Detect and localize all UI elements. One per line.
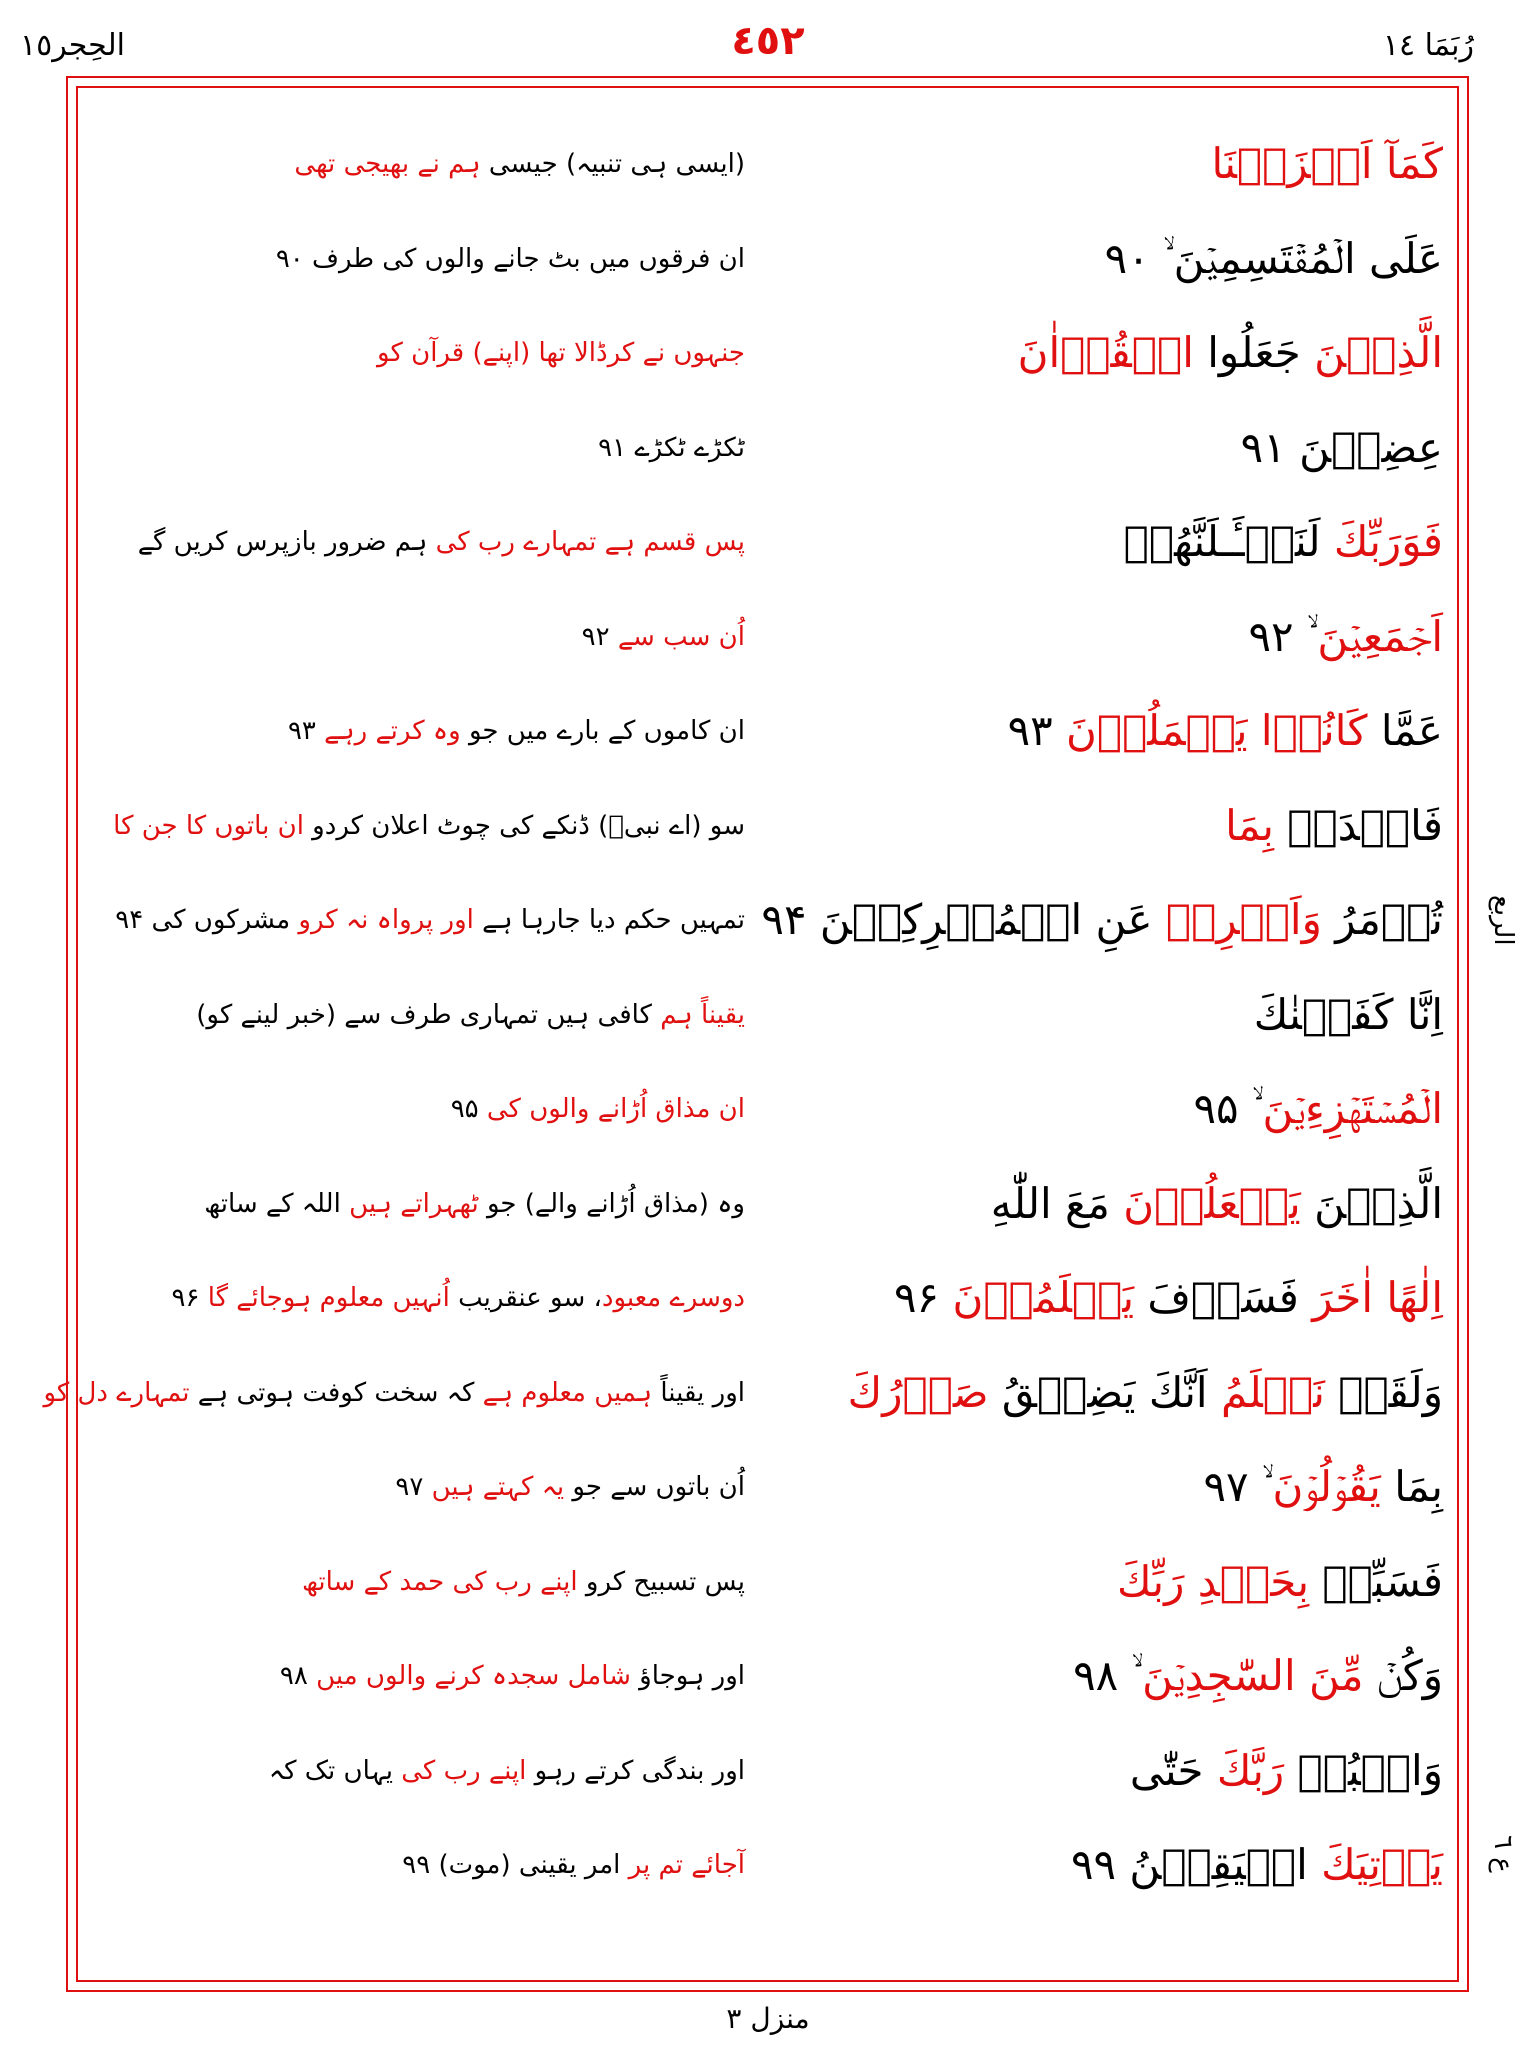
arabic-segment: جَعَلُوا — [1193, 328, 1315, 377]
arabic-segment: يَجۡعَلُوۡنَ — [1123, 1178, 1301, 1228]
urdu-segment: مشرکوں کی ۹۴ — [115, 905, 299, 935]
verse-row — [80, 1821, 1455, 1909]
verse-row — [80, 971, 1455, 1059]
verse-row — [80, 404, 1455, 492]
arabic-text — [761, 876, 1443, 964]
arabic-text — [783, 1160, 1443, 1248]
urdu-segment: ۹۵ — [450, 1094, 487, 1124]
arabic-segment: وَكُنۡ — [1363, 1651, 1443, 1700]
arabic-text — [783, 309, 1443, 397]
urdu-translation — [43, 1349, 745, 1437]
arabic-segment: الۡقُرۡاٰنَ — [1017, 328, 1194, 377]
urdu-segment: سو (اے نبیؐ) ڈنکے کی چوٹ اعلان کردو — [303, 810, 745, 841]
arabic-segment: ۙ ۹۲ — [1248, 611, 1318, 661]
surah-name-header: الحِجر١٥ — [20, 28, 125, 63]
urdu-segment: اُن سب سے — [617, 621, 745, 652]
urdu-segment: اور بندگی کرتے رہو — [526, 1755, 745, 1786]
urdu-translation — [90, 1821, 745, 1909]
arabic-segment: وَاَعۡرِضۡ — [1165, 895, 1322, 944]
verse-row — [80, 876, 1455, 964]
arabic-segment: الۡمُسۡتَهۡزِءِيۡنَ — [1262, 1084, 1443, 1133]
urdu-translation — [90, 404, 745, 492]
urdu-segment: ٹکڑے ٹکڑے ۹۱ — [598, 432, 745, 463]
arabic-segment: فَوَرَبِّكَ — [1333, 517, 1443, 566]
arabic-text — [783, 1821, 1443, 1909]
arabic-segment: فَاصۡدَعۡ — [1273, 800, 1443, 850]
arabic-segment: حَتّٰى — [1129, 1745, 1217, 1795]
urdu-segment: شامل سجدہ کرنے والوں میں — [316, 1661, 631, 1691]
urdu-segment: کافی ہیں تمہاری طرف سے (خبر لینے کو) — [196, 999, 661, 1030]
urdu-segment: ہم نے بھیجی تھی — [294, 149, 481, 179]
urdu-segment: ، سو عنقریب — [449, 1283, 602, 1313]
arabic-segment: اَجۡمَعِيۡنَ — [1317, 611, 1443, 661]
verse-row — [80, 215, 1455, 303]
urdu-translation — [90, 498, 745, 586]
verse-row — [80, 1254, 1455, 1342]
urdu-segment: اللہ کے ساتھ — [204, 1188, 350, 1219]
arabic-segment: نَعۡلَمُ — [1220, 1367, 1325, 1417]
arabic-text — [783, 782, 1443, 870]
arabic-segment: عِضِيۡنَ ۹۱ — [1240, 422, 1443, 472]
arabic-segment: الَّذِيۡنَ — [1314, 328, 1443, 377]
urdu-translation — [90, 1538, 745, 1626]
arabic-segment: ۹۶ — [893, 1273, 953, 1322]
urdu-translation — [90, 971, 745, 1059]
urdu-segment: اپنے رب کی — [401, 1755, 527, 1786]
urdu-translation — [90, 593, 745, 681]
urdu-translation — [90, 1727, 745, 1815]
urdu-segment: ان فرقوں میں بٹ جانے والوں کی طرف ۹۰ — [275, 243, 745, 274]
arabic-text — [783, 215, 1443, 303]
urdu-segment: ان مذاق اُڑانے والوں کی — [486, 1094, 745, 1124]
urdu-translation — [90, 215, 745, 303]
arabic-segment: ۙ ۹۷ — [1203, 1462, 1273, 1511]
urdu-segment: ۹۲ — [581, 621, 618, 652]
arabic-text — [783, 1632, 1443, 1720]
arabic-segment: يَاۡتِيَكَ — [1321, 1840, 1443, 1889]
page-number: ٤٥٢ — [731, 18, 805, 64]
urdu-segment: ۹۳ — [287, 716, 325, 746]
arabic-segment: يَقُوۡلُوۡنَ — [1272, 1462, 1381, 1511]
arabic-segment: اِنَّا كَفَيۡنٰكَ — [1253, 989, 1443, 1039]
verse-row — [80, 1632, 1455, 1720]
arabic-segment: وَلَقَدۡ — [1324, 1367, 1443, 1417]
urdu-segment: یہ کہتے ہیں — [431, 1472, 565, 1502]
arabic-segment: تُؤۡمَرُ — [1321, 895, 1443, 944]
verse-row — [80, 687, 1455, 775]
verse-row — [80, 593, 1455, 681]
urdu-segment: اور یقیناً — [652, 1377, 745, 1408]
urdu-translation — [90, 687, 745, 775]
urdu-translation — [90, 1254, 745, 1342]
urdu-segment: ان کاموں کے بارے میں جو — [460, 716, 745, 746]
urdu-segment: پس تسبیح کرو — [577, 1566, 745, 1597]
verse-row — [80, 498, 1455, 586]
urdu-segment: (ایسی ہی تنبیہ) جیسی — [480, 149, 745, 179]
urdu-translation — [90, 876, 745, 964]
verse-row — [80, 1727, 1455, 1815]
urdu-segment: ۹۷ — [395, 1472, 432, 1502]
arabic-text — [783, 687, 1443, 775]
arabic-segment: كَانُوۡا يَعۡمَلُوۡنَ — [1066, 706, 1368, 755]
arabic-segment: لَنَسۡـَٔـلَنَّهُمۡ — [1123, 517, 1334, 566]
urdu-segment: وہ کرتے رہے — [324, 716, 461, 746]
arabic-text — [783, 120, 1443, 208]
manzil-footer: منزل ٣ — [726, 2002, 810, 2035]
arabic-text — [783, 1349, 1443, 1437]
urdu-segment: یقیناً ہم — [660, 999, 745, 1030]
arabic-segment: عَنِ الۡمُشۡرِكِيۡنَ ۹۴ — [761, 895, 1166, 944]
arabic-segment: الۡيَقِيۡنُ ۹۹ — [1070, 1840, 1322, 1889]
arabic-segment: عَلَى الۡمُقۡتَسِمِيۡنَ ۙ ۹۰ — [1104, 233, 1443, 283]
verse-row — [80, 1443, 1455, 1531]
urdu-segment: امر یقینی (موت) ۹۹ — [402, 1850, 629, 1880]
urdu-segment: دوسرے معبود — [601, 1283, 745, 1313]
urdu-segment: جنہوں نے کرڈالا تھا (اپنے) قرآن کو — [377, 338, 745, 368]
urdu-translation — [90, 1443, 745, 1531]
urdu-segment: ۹۶ — [171, 1283, 208, 1313]
urdu-translation — [90, 1632, 745, 1720]
arabic-segment: اِلٰهًا اٰخَرَ — [1312, 1273, 1443, 1322]
verse-row — [80, 1160, 1455, 1248]
verse-row — [80, 782, 1455, 870]
arabic-segment: عَمَّا — [1367, 706, 1443, 755]
arabic-segment: الَّذِيۡنَ — [1300, 1178, 1443, 1228]
urdu-segment: اُن باتوں سے جو — [564, 1472, 745, 1502]
arabic-segment: رَبَّكَ — [1216, 1745, 1285, 1795]
verse-row — [80, 1538, 1455, 1626]
arabic-text — [783, 1727, 1443, 1815]
urdu-segment: اور پرواہ نہ کرو — [298, 905, 474, 935]
arabic-segment: ۙ ۹۵ — [1193, 1084, 1263, 1133]
arabic-text — [783, 1443, 1443, 1531]
urdu-segment: ٹھہراتے ہیں — [349, 1188, 479, 1219]
arabic-segment: ۙ ۹۸ — [1073, 1651, 1143, 1700]
urdu-segment: یہاں تک کہ — [268, 1755, 402, 1786]
arabic-text — [783, 404, 1443, 492]
urdu-translation — [90, 309, 745, 397]
urdu-segment: اُنہیں معلوم ہوجائے گا — [207, 1283, 450, 1313]
arabic-segment: بِمَا — [1380, 1462, 1443, 1511]
arabic-segment: فَسَبِّحۡ — [1309, 1556, 1443, 1606]
arabic-segment: مَعَ اللّٰهِ — [990, 1178, 1124, 1228]
urdu-translation — [90, 120, 745, 208]
verse-row — [80, 1065, 1455, 1153]
urdu-segment: اپنے رب کی حمد کے ساتھ — [301, 1566, 578, 1597]
urdu-translation — [90, 1065, 745, 1153]
urdu-segment: ۹۸ — [279, 1661, 317, 1691]
arabic-segment: يَعۡلَمُوۡنَ — [952, 1273, 1135, 1322]
urdu-translation — [90, 782, 745, 870]
arabic-text — [783, 1538, 1443, 1626]
arabic-segment: وَاعۡبُدۡ — [1284, 1745, 1443, 1795]
arabic-segment: صَدۡرُكَ — [847, 1367, 989, 1417]
arabic-segment: بِحَمۡدِ رَبِّكَ — [1117, 1556, 1310, 1606]
arabic-text — [783, 1254, 1443, 1342]
ruku-marker: ع ٦ — [1488, 1835, 1518, 1873]
urdu-segment: آجائے تم پر — [628, 1850, 745, 1880]
urdu-translation — [90, 1160, 745, 1248]
urdu-segment: تمہیں حکم دیا جارہا ہے — [473, 905, 745, 935]
arabic-segment: بِمَا — [1225, 800, 1274, 850]
arabic-segment: كَمَآ اَنۡزَلۡنَا — [1211, 139, 1443, 188]
verse-row — [43, 1349, 1455, 1437]
arabic-text — [783, 593, 1443, 681]
verse-row — [80, 120, 1455, 208]
verse-row — [80, 309, 1455, 397]
urdu-segment: کہ سخت کوفت ہوتی ہے — [189, 1377, 483, 1408]
urdu-segment: وہ (مذاق اُڑانے والے) جو — [478, 1188, 745, 1219]
urdu-segment: تمہارے دل کو — [43, 1377, 190, 1408]
arabic-segment: اَنَّكَ يَضِيۡقُ — [988, 1367, 1221, 1417]
urdu-segment: ہمیں معلوم ہے — [482, 1377, 653, 1408]
urdu-segment: پس قسم ہے تمہارے رب کی — [435, 527, 745, 557]
urdu-segment: اور ہوجاؤ — [630, 1661, 745, 1691]
arabic-text — [783, 971, 1443, 1059]
arabic-segment: فَسَوۡفَ — [1134, 1273, 1313, 1322]
arabic-segment: ۹۳ — [1007, 706, 1067, 755]
juz-name-header: رُبَمَا ١٤ — [1382, 28, 1474, 63]
arabic-text — [783, 498, 1443, 586]
urdu-segment: ان باتوں کا جن کا — [113, 810, 304, 841]
arabic-segment: مِّنَ السّٰجِدِيۡنَ — [1142, 1651, 1364, 1700]
rub-marker: الربع — [1488, 895, 1518, 946]
arabic-text — [783, 1065, 1443, 1153]
urdu-segment: ہم ضرور بازپرس کریں گے — [137, 527, 436, 557]
